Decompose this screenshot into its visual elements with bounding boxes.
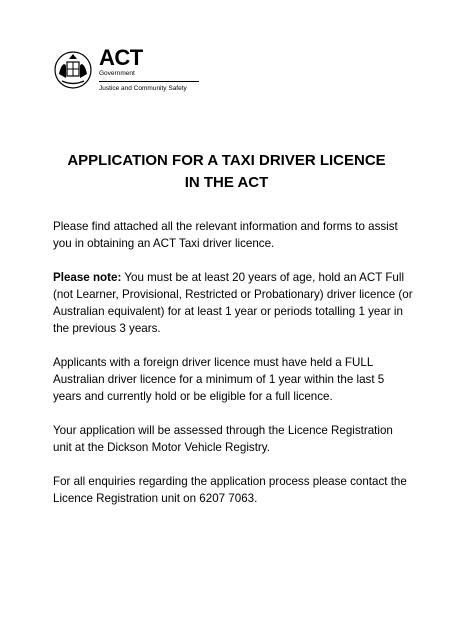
document-body bbox=[53, 218, 413, 524]
logo-divider bbox=[99, 81, 199, 82]
foreign-licence-paragraph: Applicants with a foreign driver licence must have held a FULL Australian driver licence for a minimum of 1 year within the last 5 years and currently hold or be eligible for a full licence. bbox=[53, 356, 385, 403]
assessment-paragraph: Your application will be assessed through the Licence Registration unit at the Dickson Motor Vehicle Registry. bbox=[53, 424, 393, 454]
document-title bbox=[0, 150, 453, 194]
note-text: You must be at least 20 years of age, hold an ACT Full (not Learner, Provisional, Restricted or Probationary) driver licence (or Australian equivalent) for at least 1 year or periods totalling 1 year in the previous 3 years. bbox=[53, 271, 413, 335]
intro-paragraph: Please find attached all the relevant information and forms to assist you in obtaining an ACT Taxi driver licence. bbox=[53, 220, 398, 250]
logo-act-wordmark: ACT bbox=[99, 45, 143, 70]
logo-department-label: Justice and Community Safety bbox=[99, 85, 187, 92]
act-coat-of-arms-icon bbox=[53, 50, 93, 90]
logo-government-label: Government bbox=[99, 70, 135, 77]
title-line-1: APPLICATION FOR A TAXI DRIVER LICENCE bbox=[67, 152, 386, 169]
title-line-2: IN THE ACT bbox=[184, 174, 269, 191]
note-label: Please note: bbox=[53, 271, 122, 284]
note-paragraph bbox=[53, 269, 413, 337]
act-government-logo bbox=[53, 44, 203, 96]
enquiries-paragraph: For all enquiries regarding the application process please contact the Licence Registration unit on 6207 7063. bbox=[53, 475, 407, 505]
